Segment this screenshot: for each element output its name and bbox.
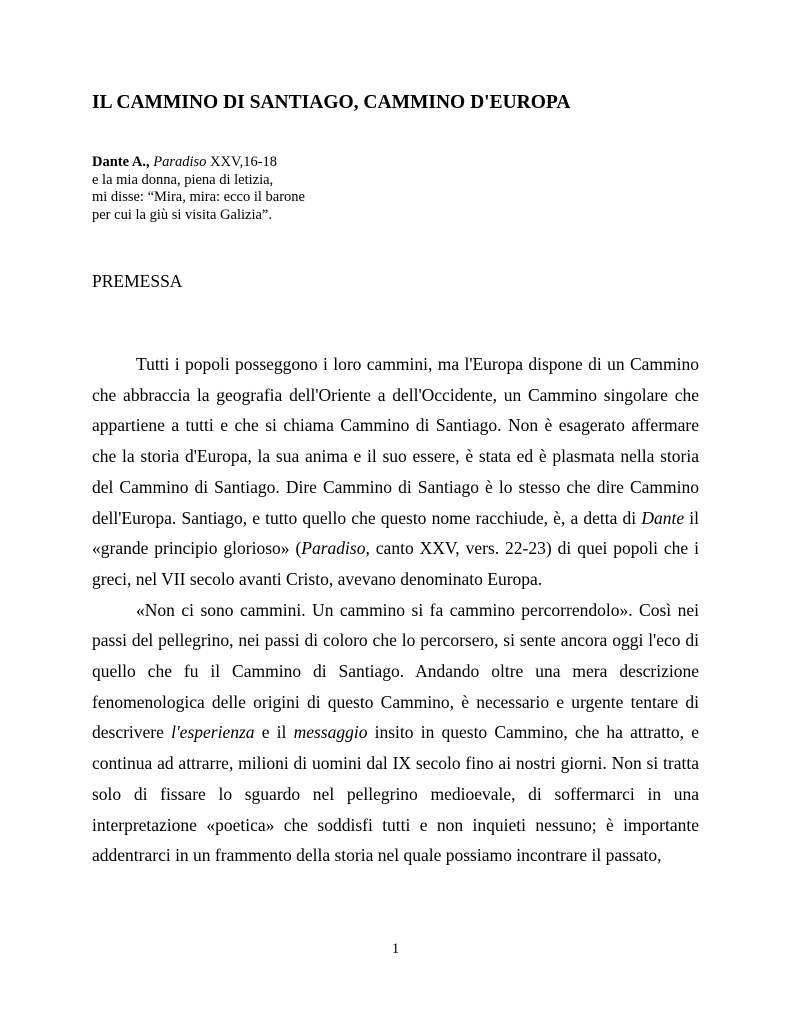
paragraph: [92, 349, 699, 595]
paragraph-text: Tutti i popoli posseggono i loro cammini, ma l'Europa dispone di un Cammino che abbraccia la geografia dell'Oriente a dell'Occidente, un Cammino singolare che appartiene a tutti e che si chiama Cammino di Santiago. Non è esagerato affermare che la storia d'Europa, la sua anima e il suo essere, è stata ed è plasmata nella storia del Cammino di Santiago. Dire Cammino di Santiago è lo stesso che dire Cammino dell'Europa. Santiago, e tutto quello che questo nome racchiude, è, a detta di: [92, 354, 699, 528]
epigraph-author: Dante A.,: [92, 154, 150, 170]
epigraph-citation: [92, 154, 305, 172]
epigraph-verse: per cui la giù si visita Galizia”.: [92, 206, 272, 223]
paragraph-text: insito in questo Cammino, che ha attratto, e continua ad attrarre, milioni di uomini dal IX secolo fino ai nostri giorni. Non si tratta solo di fissare lo sguardo nel pellegrino medioevale, di soffermarci in una interpretazione «poetica» che soddisfi tutti e non inquieti nessuno; è importante addentrarci in un frammento della storia nel quale possiamo incontrare il passato,: [92, 722, 699, 866]
page-number: 1: [391, 941, 400, 957]
section-heading: PREMESSA: [92, 271, 183, 291]
italic-text: messaggio: [293, 722, 368, 743]
document-title: IL CAMMINO DI SANTIAGO, CAMMINO D'EUROPA: [92, 92, 571, 113]
paragraph-text: , canto XXV, vers. 22-23) di quei popoli che i greci, nel VII secolo avanti Cristo, avevano denominato Europa.: [92, 538, 700, 589]
italic-text: Dante: [641, 507, 685, 528]
italic-text: l'esperienza: [171, 722, 255, 743]
epigraph-work: Paradiso: [153, 154, 207, 170]
epigraph-verse: e la mia donna, piena di letizia,: [92, 171, 274, 188]
paragraph-text: il «grande principio glorioso» (: [92, 507, 699, 559]
epigraph-reference: XXV,16-18: [210, 154, 278, 170]
epigraph: [92, 154, 305, 224]
italic-text: Paradiso: [301, 538, 366, 559]
paragraph-text: «Non ci sono cammini. Un cammino si fa cammino percorrendolo». Così nei passi del pellegrino, nei passi di coloro che lo percorsero, si sente ancora oggi l'eco di quello che fu il Cammino di Santiago. Andando oltre una mera descrizione fenomenologica delle origini di questo Cammino, è necessario e urgente tentare di descrivere: [92, 599, 699, 743]
body-text: [92, 349, 699, 871]
epigraph-verse: mi disse: “Mira, mira: ecco il barone: [92, 189, 305, 205]
paragraph: [92, 595, 699, 871]
paragraph-text: e il: [254, 722, 294, 743]
